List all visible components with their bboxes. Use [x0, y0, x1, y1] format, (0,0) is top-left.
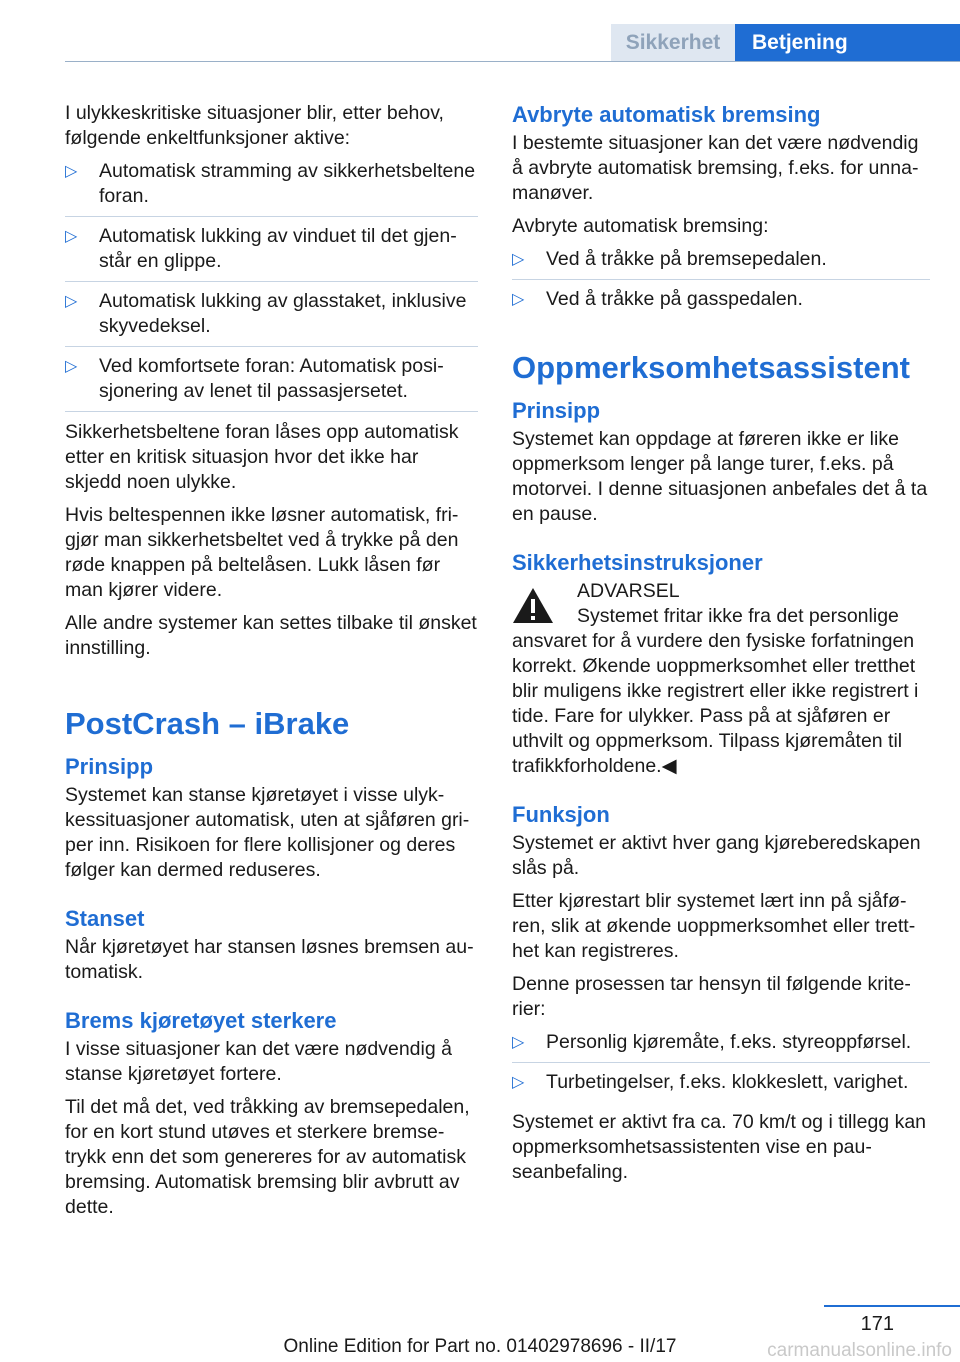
- heading-prinsipp: Prinsipp: [65, 754, 154, 779]
- triangle-bullet-icon: ▷: [65, 163, 78, 180]
- header-rule: [65, 61, 960, 62]
- paragraph: Avbryte automatisk bremsing:: [512, 215, 769, 237]
- warning-block: [512, 579, 930, 779]
- list-item: ▷ Automatisk lukking av vinduet til det gjenstår en glippe.: [65, 224, 478, 282]
- watermark: carmanualsonline.info: [767, 1340, 952, 1361]
- right-column: [512, 101, 930, 1193]
- paragraph: Denne prosessen tar hensyn til følgende kriterier:: [512, 973, 911, 1020]
- triangle-bullet-icon: ▷: [512, 291, 525, 308]
- left-column: [65, 101, 478, 1228]
- list-item: ▷ Automatisk stramming av sikkerhetsbeltene foran.: [65, 159, 478, 217]
- paragraph: Systemet er aktivt fra ca. 70 km/t og i tillegg kan oppmerksomhetsassistenten vise en pauseanbefaling.: [512, 1111, 927, 1183]
- paragraph: Etter kjørestart blir systemet lært inn på sjåføren, slik at økende uoppmerksomhet eller tretthet kan registreres.: [512, 890, 916, 962]
- paragraph: Alle andre systemer kan settes tilbake til ønsket innstilling.: [65, 612, 477, 659]
- heading-stanset: Stanset: [65, 906, 145, 931]
- triangle-bullet-icon: ▷: [512, 251, 525, 268]
- heading-funksjon: Funksjon: [512, 802, 610, 827]
- paragraph: I visse situasjoner kan det være nødvendig å stanse kjøretøyet fortere.: [65, 1038, 452, 1085]
- paragraph: I bestemte situasjoner kan det være nødvendig å avbryte automatisk bremsing, f.eks. for unnamanøver.: [512, 132, 919, 204]
- intro-paragraph: I ulykkeskritiske situasjoner blir, etter behov, følgende enkeltfunksjoner aktive:: [65, 102, 444, 149]
- paragraph: Sikkerhetsbeltene foran låses opp automatisk etter en kritisk situasjon hvor det ikke har skjedd noen ulykke.: [65, 421, 459, 493]
- section-title-postcrash: PostCrash – iBrake: [65, 706, 350, 741]
- paragraph: Hvis beltespennen ikke løsner automatisk, frigjør man sikkerhetsbeltet ved å trykke på den røde knappen på beltelåsen. Lukk låsen før man kjører videre.: [65, 504, 459, 601]
- paragraph: Når kjøretøyet har stansen løsnes bremsen automatisk.: [65, 936, 474, 983]
- criteria-list: [512, 1030, 930, 1102]
- list-item: ▷ Ved å tråkke på gasspedalen.: [512, 288, 803, 310]
- header-tab-betjening[interactable]: Betjening: [735, 24, 960, 61]
- footer-rule: [824, 1305, 960, 1307]
- warning-text: Systemet fritar ikke fra det personlige ansvaret for å vurdere den fysiske forfatningen korrekt. Økende uoppmerksomhet eller tretthet blir muligens ikke registrert eller ikke registrert i tide. Fare for ulykker. Pass på at sjåføren er uthvilt og oppmerksom. Tilpass kjøremåten til trafikkforholdene.◀: [512, 605, 919, 777]
- header-tab-sikkerhet[interactable]: Sikkerhet: [611, 24, 735, 61]
- paragraph: Systemet er aktivt hver gang kjøreberedskapen slås på.: [512, 832, 921, 879]
- warning-triangle-icon: [512, 587, 554, 624]
- heading-brems: Brems kjøretøyet sterkere: [65, 1008, 337, 1033]
- heading-prinsipp: Prinsipp: [512, 398, 601, 423]
- edition-note: Online Edition for Part no. 01402978696 - II/17: [283, 1336, 677, 1357]
- paragraph: Til det må det, ved tråkking av bremsepedalen, for en kort stund utøves et sterkere bremsetrykk enn det som genereres for av automatisk bremsing. Automatisk bremsing blir avbrutt av dette.: [65, 1096, 470, 1218]
- list-item: ▷ Automatisk lukking av glasstaket, inklusive skyvedeksel.: [65, 289, 478, 347]
- paragraph: Systemet kan stanse kjøretøyet i visse ulykkessituasjoner automatisk, uten at sjåføren griper inn. Risikoen for flere kollisjoner og deres følger kan dermed reduseres.: [65, 784, 470, 881]
- heading-sikkerhetsinstruksjoner: Sikkerhetsinstruksjoner: [512, 550, 763, 575]
- list-item: ▷ Ved komfortsete foran: Automatisk posisjonering av lenet til passasjersetet.: [65, 354, 478, 412]
- triangle-bullet-icon: ▷: [512, 1074, 525, 1091]
- paragraph: Systemet kan oppdage at føreren ikke er like oppmerksom lenger på lange turer, f.eks. på motorvei. I denne situasjonen anbefales det å ta en pause.: [512, 428, 928, 525]
- list-item: ▷ Personlig kjøremåte, f.eks. styreoppførsel.: [512, 1030, 930, 1063]
- abort-list: [512, 247, 930, 319]
- section-title-oppmerksomhet: Oppmerksomhetsassistent: [512, 350, 910, 385]
- list-item: ▷ Ved å tråkke på bremsepedalen.: [512, 247, 930, 280]
- function-list: [65, 159, 478, 412]
- list-item: ▷ Turbetingelser, f.eks. klokkeslett, varighet.: [512, 1071, 909, 1093]
- page-number: 171: [860, 1313, 894, 1335]
- warning-title: ADVARSEL: [577, 580, 680, 602]
- heading-avbryte: Avbryte automatisk bremsing: [512, 102, 821, 127]
- triangle-bullet-icon: ▷: [65, 293, 78, 310]
- triangle-bullet-icon: ▷: [65, 358, 78, 375]
- triangle-bullet-icon: ▷: [65, 228, 78, 245]
- triangle-bullet-icon: ▷: [512, 1034, 525, 1051]
